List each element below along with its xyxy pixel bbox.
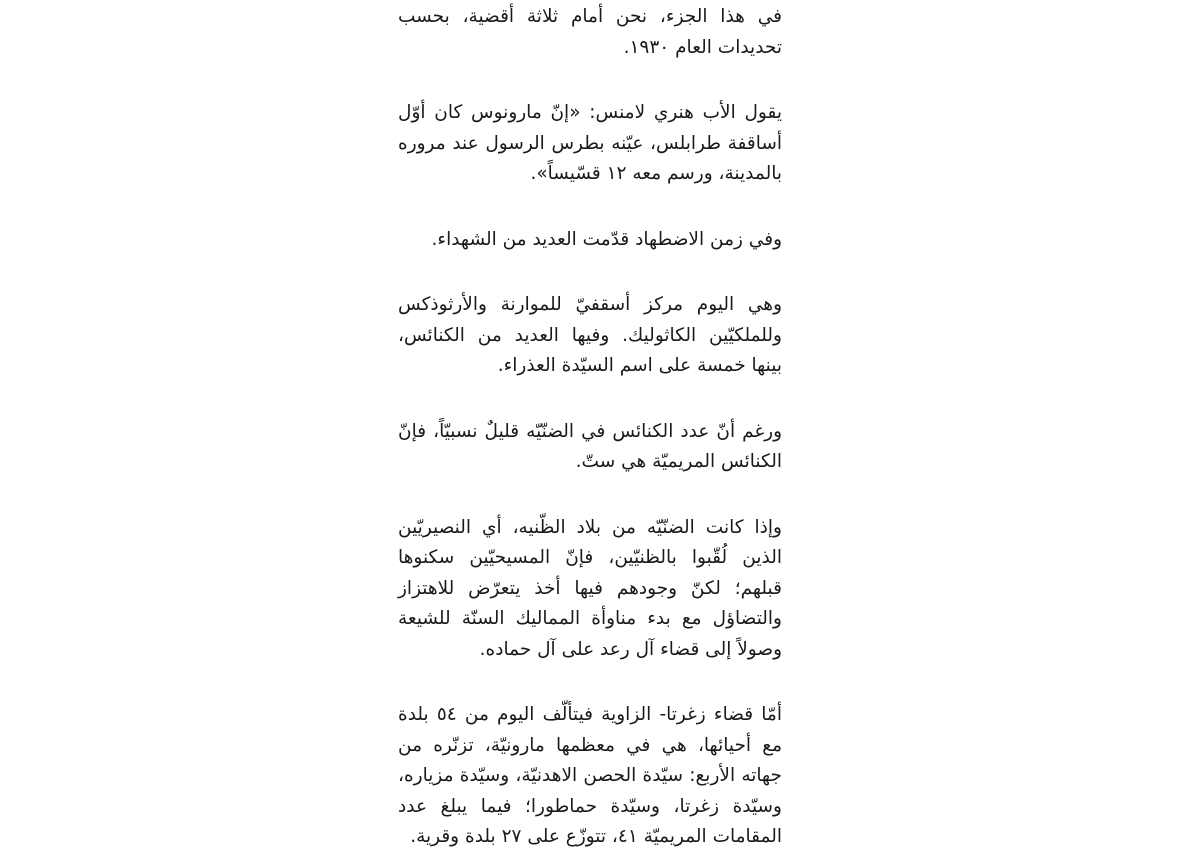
document-page	[398, 0, 782, 847]
paragraph-districts-intro: في هذا الجزء، نحن أمام ثلاثة أقضية، بحسب تحديدات العام ١٩٣٠.	[398, 6, 782, 58]
paragraph-dinniyeh-history: وإذا كانت الضنّيّه من بلاد الظّنيه، أي النصيريّين الذين لُقّبوا بالظنيّين، فإنّ المسيحيّين سكنوها قبلهم؛ لكنّ وجودهم فيها أخذ يتعرّض للاهتزاز والتضاؤل مع بدء مناوأة المماليك السنّة للشيعة وصولاً إلى قضاء آل رعد على آل حماده.	[398, 516, 782, 660]
paragraph-dinniyeh-churches: ورغم أنّ عدد الكنائس في الضنّيّه قليلٌ نسبيّاً، فإنّ الكنائس المريميّة هي ستّ.	[398, 420, 782, 472]
paragraph-martyrs: وفي زمن الاضطهاد قدّمت العديد من الشهداء.	[431, 228, 782, 250]
paragraph-lammens-quote: يقول الأب هنري لامنس: «إنّ مارونوس كان أوّل أساقفة طرابلس، عيّنه بطرس الرسول عند مروره بالمدينة، ورسم معه ١٢ قسّيساً».	[398, 102, 782, 184]
paragraph-episcopal-center: وهي اليوم مركز أسقفيّ للموارنة والأرثوذكس وللملكيّين الكاثوليك. وفيها العديد من الكنائس، بينها خمسة على اسم السيّدة العذراء.	[398, 294, 782, 376]
paragraph-zgharta-district: أمّا قضاء زغرتا- الزاوية فيتألّف اليوم من ٥٤ بلدة مع أحيائها، هي في معظمها مارونيّة، تزنّره من جهاته الأربع: سيّدة الحصن الاهدنيّة، وسيّدة مزياره، وسيّدة زغرتا، وسيّدة حماطورا؛ فيما يبلغ عدد المقامات المريميّة ٤١، تتوزّع على ٢٧ بلدة وقرية.	[398, 704, 782, 847]
